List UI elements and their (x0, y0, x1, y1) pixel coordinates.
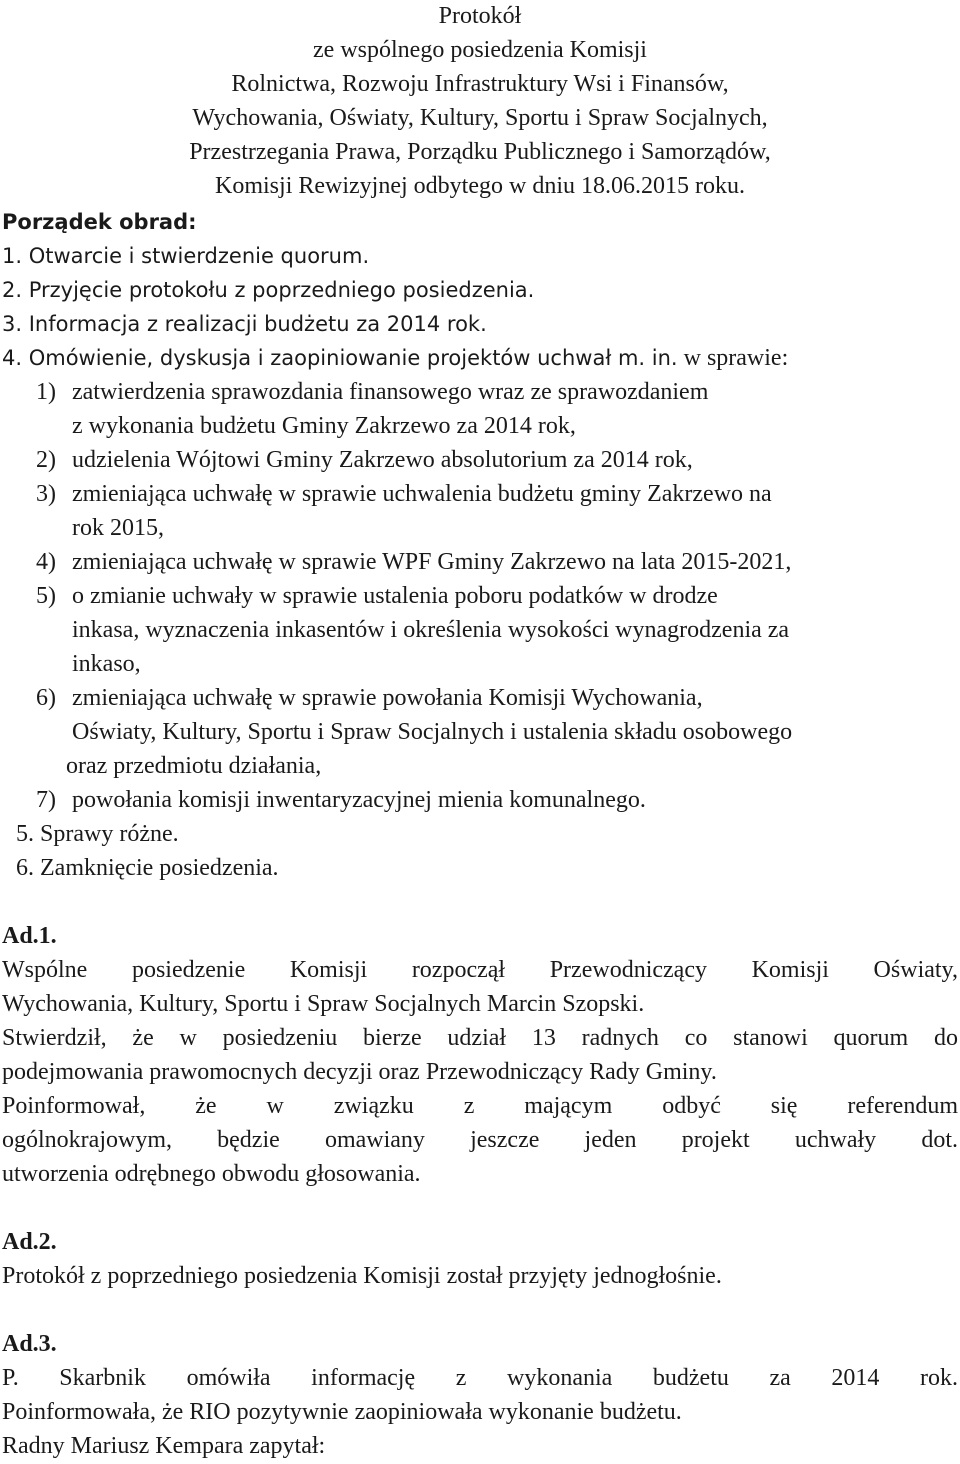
header-line: Przestrzegania Prawa, Porządku Publicznego i Samorządów, (189, 139, 771, 165)
subitem-continuation: oraz przedmiotu działania, (66, 753, 322, 779)
header-line: Komisji Rewizyjnej odbytego w dniu 18.06.2015 roku. (215, 173, 745, 199)
agenda-subitem (2, 783, 958, 817)
agenda-subitem (2, 579, 958, 681)
subitem-number: 1) (36, 379, 56, 405)
subitem-text: zmieniająca uchwałę w sprawie WPF Gminy Zakrzewo na lata 2015-2021, (72, 549, 792, 575)
agenda-item: 3. Informacja z realizacji budżetu za 2014 rok. (2, 312, 487, 336)
agenda-heading: Porządek obrad: (2, 210, 197, 234)
document-header (2, 0, 958, 203)
header-line: ze wspólnego posiedzenia Komisji (313, 37, 647, 63)
paragraph-line: Poinformowała, że RIO pozytywnie zaopiniowała wykonanie budżetu. (2, 1399, 682, 1425)
agenda-item: 2. Przyjęcie protokołu z poprzedniego posiedzenia. (2, 278, 535, 302)
agenda (2, 205, 958, 885)
section-heading: Ad.1. (2, 923, 57, 949)
subitem-continuation: inkaso, (72, 651, 141, 677)
document-title: Protokół (438, 3, 522, 29)
section-ad1 (2, 919, 958, 1191)
subitem-continuation: Oświaty, Kultury, Sportu i Spraw Socjalnych i ustalenia składu osobowego (72, 719, 793, 745)
subitem-number: 3) (36, 481, 56, 507)
agenda-subitem (2, 477, 958, 545)
subitem-text: o zmianie uchwały w sprawie ustalenia poboru podatków w drodze (72, 583, 718, 609)
agenda-subitem (2, 545, 958, 579)
agenda-item-4-suffix: w sprawie: (677, 345, 789, 371)
document-page (2, 0, 958, 1463)
subitem-continuation: rok 2015, (72, 515, 164, 541)
paragraph-line: Stwierdził, że w posiedzeniu bierze udział 13 radnych co stanowi quorum do (2, 1025, 958, 1051)
header-line: Wychowania, Oświaty, Kultury, Sportu i Spraw Socjalnych, (192, 105, 768, 131)
subitem-number: 6) (36, 685, 56, 711)
subitem-text: zmieniająca uchwałę w sprawie powołania Komisji Wychowania, (72, 685, 703, 711)
agenda-item: 5. Sprawy różne. (16, 821, 179, 847)
paragraph-line: P. Skarbnik omówiła informację z wykonania budżetu za 2014 rok. (2, 1365, 958, 1391)
subitem-text: zatwierdzenia sprawozdania finansowego wraz ze sprawozdaniem (72, 379, 709, 405)
paragraph-line: utworzenia odrębnego obwodu głosowania. (2, 1161, 421, 1187)
section-heading: Ad.3. (2, 1331, 57, 1357)
subitem-number: 2) (36, 447, 56, 473)
section-ad3 (2, 1327, 958, 1463)
subitem-number: 7) (36, 787, 56, 813)
agenda-item-4-prefix: 4. Omówienie, dyskusja i zaopiniowanie projektów uchwał m. in. (2, 346, 678, 370)
subitem-continuation: inkasa, wyznaczenia inkasentów i określenia wysokości wynagrodzenia za (72, 617, 790, 643)
section-ad2 (2, 1225, 958, 1293)
agenda-subitem (2, 681, 958, 783)
subitem-text: zmieniająca uchwałę w sprawie uchwalenia budżetu gminy Zakrzewo na (72, 481, 772, 507)
paragraph-line: Poinformował, że w związku z mającym odbyć się referendum (2, 1093, 958, 1119)
subitem-number: 5) (36, 583, 56, 609)
section-heading: Ad.2. (2, 1229, 57, 1255)
header-line: Rolnictwa, Rozwoju Infrastruktury Wsi i Finansów, (231, 71, 729, 97)
agenda-subitem (2, 443, 958, 477)
paragraph-line: podejmowania prawomocnych decyzji oraz Przewodniczący Rady Gminy. (2, 1059, 717, 1085)
subitem-text: udzielenia Wójtowi Gminy Zakrzewo absolutorium za 2014 rok, (72, 447, 693, 473)
agenda-item: 1. Otwarcie i stwierdzenie quorum. (2, 244, 370, 268)
agenda-subitem (2, 375, 958, 443)
agenda-item: 6. Zamknięcie posiedzenia. (16, 855, 279, 881)
agenda-item (2, 341, 958, 375)
subitem-continuation: z wykonania budżetu Gminy Zakrzewo za 2014 rok, (72, 413, 576, 439)
paragraph-line: Protokół z poprzedniego posiedzenia Komisji został przyjęty jednogłośnie. (2, 1263, 722, 1289)
subitem-number: 4) (36, 549, 56, 575)
paragraph-line: Wspólne posiedzenie Komisji rozpoczął Przewodniczący Komisji Oświaty, (2, 957, 958, 983)
subitem-text: powołania komisji inwentaryzacyjnej mienia komunalnego. (72, 787, 646, 813)
paragraph-line: Radny Mariusz Kempara zapytał: (2, 1433, 326, 1459)
paragraph-line: Wychowania, Kultury, Sportu i Spraw Socjalnych Marcin Szopski. (2, 991, 645, 1017)
paragraph-line: ogólnokrajowym, będzie omawiany jeszcze jeden projekt uchwały dot. (2, 1127, 958, 1153)
